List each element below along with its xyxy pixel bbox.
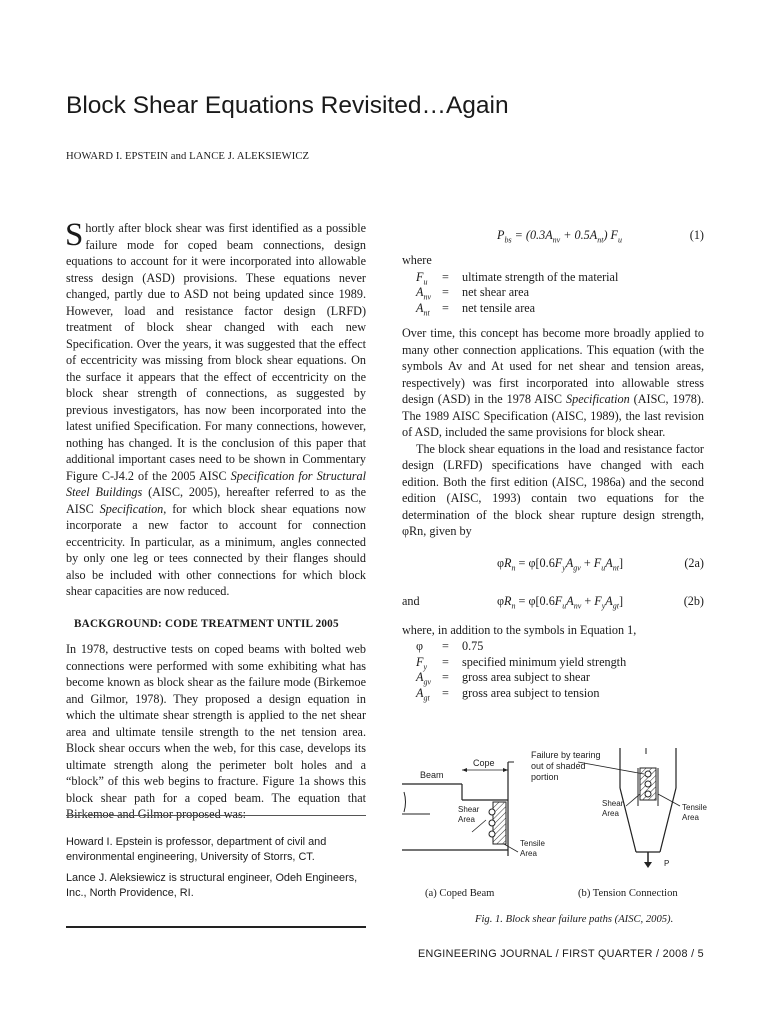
paragraph-asd: Over time, this concept has become more broadly applied to many other connection applications. This equation (with the symbols Av and At used for net shear and tension areas, respectively) was first incorporated into allowable stress design (ASD) in the 1978 AISC Specification (AISC, 1978). The 1989 AISC Specification (AISC, 1989), the last revision of ASD, included the same provisions for block shear. [402,326,705,439]
where-label: where [402,253,432,267]
symbol-definitions-1 [402,269,704,316]
paper-title: Block Shear Equations Revisited…Again [66,92,509,119]
beam-label: Beam [420,770,444,780]
tensile-area-label-b: Tensile [682,803,707,812]
definition-row: $A_{nv}$ = net shear area [416,285,529,302]
definition-row: $A_{nt}$ = net tensile area [416,300,536,317]
figure-caption: Fig. 1. Block shear failure paths (AISC, 2005). [475,914,674,925]
author-bios [66,835,370,907]
right-column [402,220,704,700]
shear-area-label-b-2: Area [602,809,619,818]
equation-1: $P_{bs} = (0.3A_{nv} + 0.5A_{nt})$ $F_u$ (1) [497,228,704,245]
left-column [65,217,367,823]
bio-divider-top [66,815,366,816]
figure-sub-b: (b) Tension Connection [578,888,678,899]
drop-cap: S [65,217,84,253]
failure-label-2: out of shaded [531,761,586,771]
definition-row: φ = 0.75 [416,639,484,653]
failure-label-3: portion [531,772,559,782]
block-shear-figure [400,748,710,868]
where-label-2: where, in addition to the symbols in Equation 1, [402,622,637,637]
tensile-area-label-b-2: Area [682,813,699,822]
definition-row: $F_u$ = ultimate strength of the material [416,269,619,286]
section-heading: BACKGROUND: CODE TREATMENT UNTIL 2005 [74,617,339,630]
figure-sub-a: (a) Coped Beam [425,888,495,899]
coped-beam-diagram [402,758,545,858]
definition-row: $F_y$ = specified minimum yield strength [416,654,627,671]
definition-row: $A_{gt}$ = gross area subject to tension [416,685,600,702]
symbol-definitions-2 [402,638,704,700]
load-label: P [664,859,670,868]
equation-2b: and $\varphi R_n = \varphi[0.6F_uA_{nv} + F_yA_{gt}]$ (2b) [402,593,704,610]
paragraph-lrfd: The block shear equations in the load and resistance factor design (LRFD) specifications have changed with each edition. Both the first edition (AISC, 1986a) and the second edition (AISC, 1993) contain two equations for the determination of the block shear rupture design strength, φRn, given by [402,441,704,538]
shear-area-label-a: Shear [458,805,480,814]
background-paragraph: In 1978, destructive tests on coped beams with bolted web connections were performed with some exhibiting what has become known as block shear as the failure mode (Birkemoe and Gilmor, 1978). They proposed a design equation in which the ultimate shear strength is applied to the net shear area and ultimate tensile strength to the net tension area. Block shear occurs when the web, for this case, develops its ultimate strength along the perimeter bolt holes and a “block” of this web begins to fracture. Figure 1a shows this block shear path for a coped beam. The equation that Birkemoe and Gilmor proposed was: [66,642,366,821]
failure-label-1: Failure by tearing [531,750,601,760]
shear-area-label-a-2: Area [458,815,475,824]
intro-paragraph: Shortly after block shear was first identified as a possible failure mode for coped beam connections, design equations to account for it were incorporated into allowable stress design (ASD) provisions. These equations never changed, partly due to ASD not being updated since 1989. However, load and resistance factor design (LRFD) treatment of block shear changed with each new Specification. Over the years, it was suggested that the effect of eccentricity was missing from block shear equations. On the surface it appears that the effect of eccentricity on the block shear strength of connections, as suggested by previous investigators, has now been incorporated into the latest unified Specification. For many connections, however, nothing has changed. It is the conclusion of this paper that additional important cases need to be shown in Commentary Figure C-J4.2 of the 2005 AISC Specification for Structural Steel Buildings (AISC, 2005), hereafter referred to as the AISC Specification, for which block shear equations now incorporate a new factor to account for connection eccentricity. In particular, as a minimum, angles connected by only one leg or tees connected by their flanges should also be included with other connections for which block shear capacities are now reduced. [65,217,367,598]
cope-label: Cope [473,758,495,768]
bio-aleksiewicz: Lance J. Aleksiewicz is structural engineer, Odeh Engineers, Inc., North Providence, RI. [66,872,358,899]
tension-connection-diagram [602,748,707,868]
bio-divider-bottom [66,926,366,928]
author-line: HOWARD I. EPSTEIN and LANCE J. ALEKSIEWICZ [66,151,310,162]
tensile-area-label-a-2: Area [520,849,537,858]
bio-epstein: Howard I. Epstein is professor, department of civil and environmental engineering, University of Storrs, CT. [66,836,327,863]
definition-row: $A_{gv}$ = gross area subject to shear [416,670,590,687]
tensile-area-label-a: Tensile [520,839,545,848]
page-footer: ENGINEERING JOURNAL / FIRST QUARTER / 2008 / 5 [418,948,704,960]
shear-area-label-b: Shear [602,799,624,808]
equation-2a: $\varphi R_n = \varphi[0.6F_yA_{gv} + F_uA_{nt}]$ (2a) [497,555,704,572]
